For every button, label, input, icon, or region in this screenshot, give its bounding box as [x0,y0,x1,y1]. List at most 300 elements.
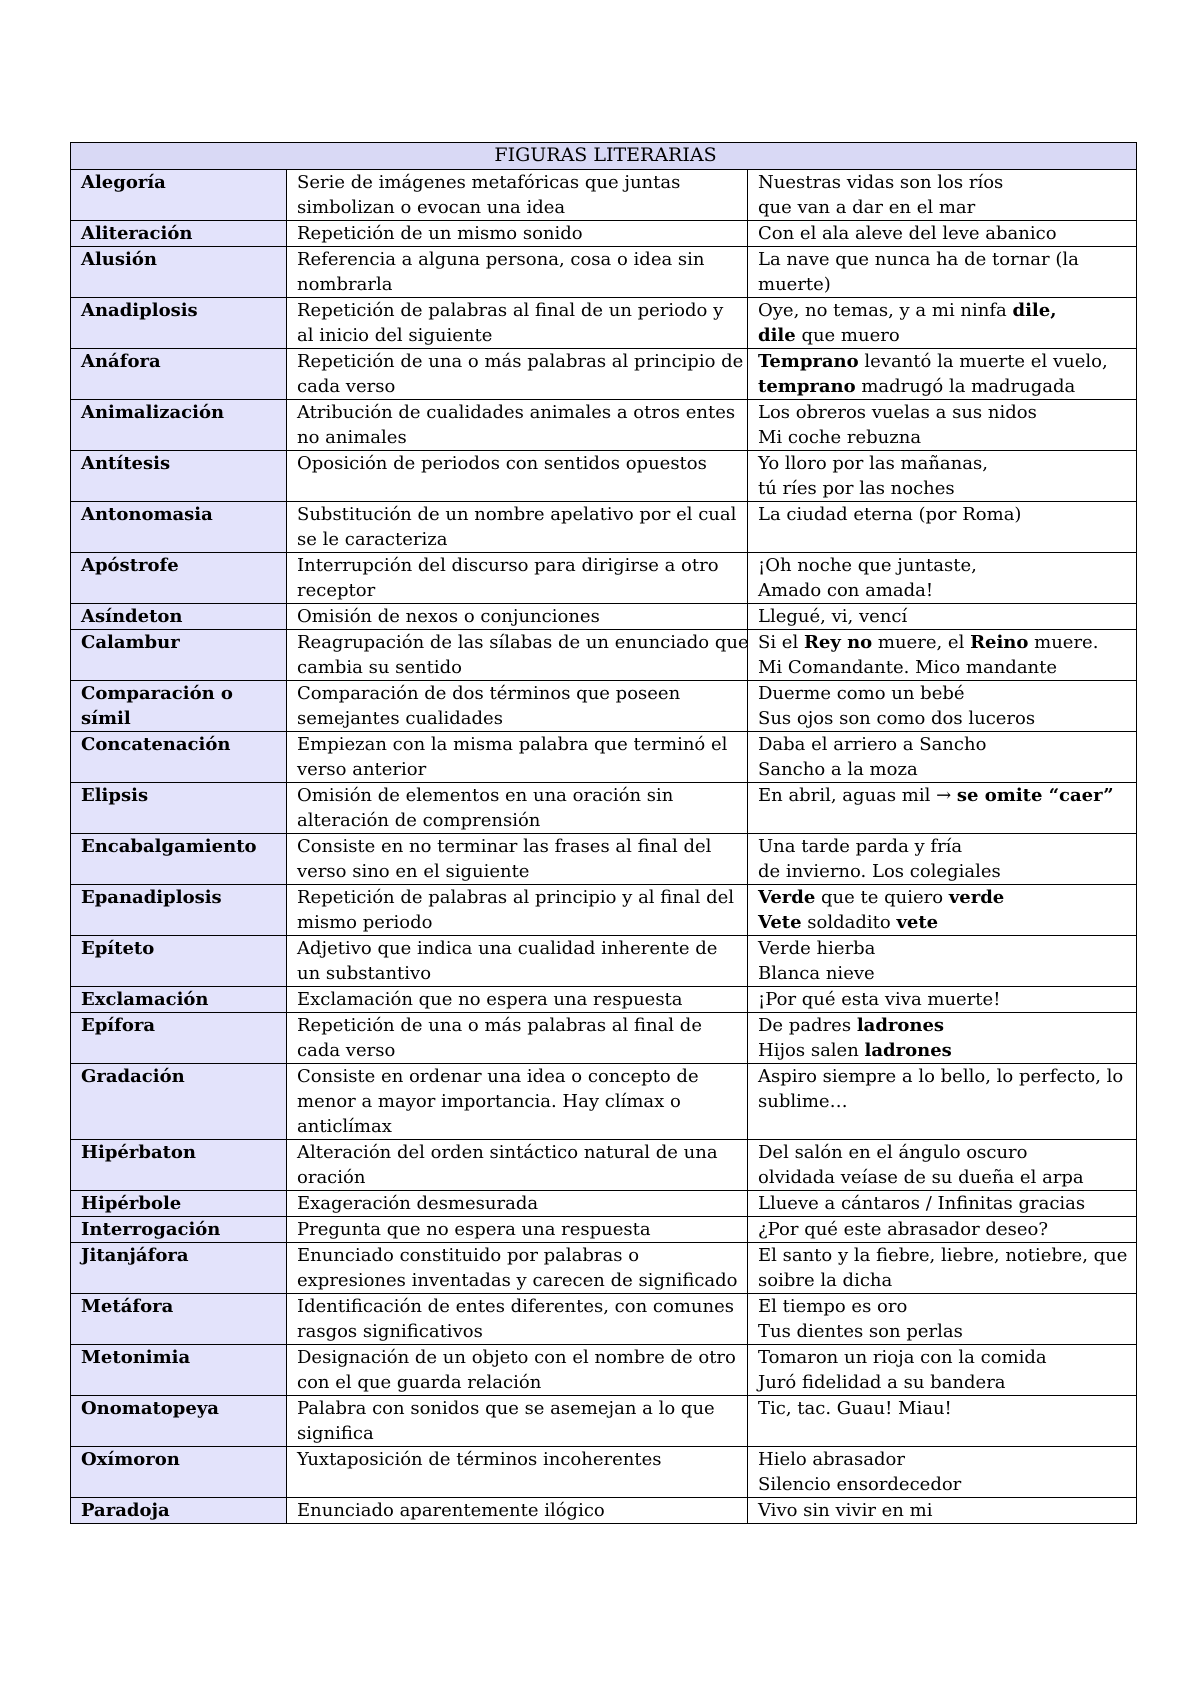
figure-term [71,987,287,1013]
example-line [758,272,1130,297]
table-row [71,298,1137,349]
table-row [71,834,1137,885]
table-row [71,400,1137,451]
table-row [71,221,1137,247]
figure-term [71,298,287,349]
example-text: Una tarde parda y fría [758,836,963,857]
example-text: de invierno. Los colegiales [758,861,1001,882]
example-text: ¡Por qué esta viva muerte! [758,989,1001,1010]
example-emphasis: Vete [758,912,802,933]
example-emphasis: dile [758,325,796,346]
definition-line: Reagrupación de las sílabas de un enunciado que [297,632,749,653]
figure-term-text: Elipsis [81,785,149,806]
example-text: muere, el [872,632,971,653]
figure-example [748,732,1137,783]
example-text: En abril, aguas mil → [758,785,957,806]
example-text: Sus ojos son como dos luceros [758,708,1036,729]
definition-line: Repetición de palabras al principio y al final del [297,887,735,908]
figure-term-text: Epíteto [81,938,155,959]
definition-line: Exageración desmesurada [297,1193,539,1214]
definition-line: Omisión de elementos en una oración sin [297,785,674,806]
figure-term-text: Apóstrofe [81,555,179,576]
figure-term [71,936,287,987]
figure-example [748,298,1137,349]
example-text: Si el [758,632,804,653]
example-line [758,425,1130,450]
example-line [758,1013,1130,1038]
figure-definition [287,1396,748,1447]
example-text: Hielo abrasador [758,1449,905,1470]
definition-line: anticlímax [297,1116,392,1137]
example-text: que muero [795,325,900,346]
example-line [758,961,1130,986]
example-emphasis: Reino [970,632,1029,653]
example-line [758,1243,1130,1268]
example-line [758,1498,1130,1523]
example-text: Mi Comandante. Mico mandante [758,657,1058,678]
definition-line: con el que guarda relación [297,1372,542,1393]
figure-definition [287,1013,748,1064]
example-line [758,1268,1130,1293]
example-text: La nave que nunca ha de tornar (la [758,249,1079,270]
table-row [71,553,1137,604]
example-line [758,987,1130,1012]
example-text: tú ríes por las noches [758,478,955,499]
example-line [758,732,1130,757]
figure-example [748,400,1137,451]
figure-example [748,834,1137,885]
table-body [71,170,1137,1524]
figure-term-text: Concatenación [81,734,231,755]
example-line [758,476,1130,501]
figure-definition [287,221,748,247]
definition-line: Identificación de entes diferentes, con comunes [297,1296,734,1317]
example-text: ¡Oh noche que juntaste, [758,555,977,576]
figure-term-text: Jitanjáfora [81,1245,189,1266]
table-row [71,1498,1137,1524]
figure-term [71,732,287,783]
figure-example [748,1243,1137,1294]
table-title: FIGURAS LITERARIAS [71,143,1137,170]
figure-term [71,1498,287,1524]
figure-term [71,451,287,502]
definition-line: Atribución de cualidades animales a otros entes [297,402,736,423]
example-text: madrugó la madrugada [855,376,1076,397]
table-row [71,1396,1137,1447]
definition-line: mismo periodo [297,912,433,933]
figure-definition [287,1498,748,1524]
example-line [758,859,1130,884]
definition-line: simbolizan o evocan una idea [297,197,566,218]
figure-example [748,221,1137,247]
definition-line: verso sino en el siguiente [297,861,530,882]
figure-term-text: Encabalgamiento [81,836,257,857]
example-text: ¿Por qué este abrasador deseo? [758,1219,1048,1240]
table-row [71,451,1137,502]
table-row [71,936,1137,987]
figure-definition [287,681,748,732]
example-line [758,834,1130,859]
figure-term-text: Anáfora [81,351,161,372]
example-line [758,553,1130,578]
example-text: Juró fidelidad a su bandera [758,1372,1006,1393]
example-text: El tiempo es oro [758,1296,908,1317]
definition-line: Consiste en ordenar una idea o concepto de [297,1066,699,1087]
example-line [758,1472,1130,1497]
definition-line: Enunciado constituido por palabras o [297,1245,640,1266]
figure-term-text: Exclamación [81,989,209,1010]
example-emphasis: verde [948,887,1005,908]
figure-term-text: Epífora [81,1015,156,1036]
example-line [758,936,1130,961]
definition-line: Palabra con sonidos que se asemejan a lo que [297,1398,715,1419]
example-emphasis: vete [896,912,939,933]
example-text: Tic, tac. Guau! Miau! [758,1398,952,1419]
example-line [758,298,1130,323]
figure-definition [287,298,748,349]
example-line [758,502,1130,527]
figure-example [748,502,1137,553]
figure-term [71,1191,287,1217]
example-line [758,221,1130,246]
example-line [758,1319,1130,1344]
figure-term-text: Comparación o [81,683,233,704]
figure-term-text: Metonimia [81,1347,191,1368]
figure-term [71,221,287,247]
table-row [71,783,1137,834]
figure-definition [287,451,748,502]
table-row [71,987,1137,1013]
figure-term [71,1140,287,1191]
figure-definition [287,400,748,451]
example-line [758,910,1130,935]
example-text: Oye, no temas, y a mi ninfa [758,300,1013,321]
example-text: levantó la muerte el vuelo, [858,351,1108,372]
example-text: Llegué, vi, vencí [758,606,908,627]
figure-term-text: Metáfora [81,1296,174,1317]
figure-example [748,170,1137,221]
definition-line: alteración de comprensión [297,810,541,831]
figure-example [748,1064,1137,1140]
definition-line: se le caracteriza [297,529,448,550]
table-row [71,885,1137,936]
example-line [758,349,1130,374]
figure-example [748,604,1137,630]
figure-example [748,630,1137,681]
figure-example [748,553,1137,604]
example-line [758,1140,1130,1165]
example-text: Tomaron un rioja con la comida [758,1347,1047,1368]
literary-figures-table [70,142,1137,1524]
figure-term [71,783,287,834]
example-text: olvidada veíase de su dueña el arpa [758,1167,1084,1188]
figure-term [71,1396,287,1447]
example-line [758,195,1130,220]
example-line [758,374,1130,399]
example-line [758,1370,1130,1395]
figure-term [71,1217,287,1243]
figure-example [748,1217,1137,1243]
example-line [758,1345,1130,1370]
example-text: Yo lloro por las mañanas, [758,453,988,474]
figure-definition [287,834,748,885]
example-line [758,1447,1130,1472]
table-row [71,1447,1137,1498]
table-row [71,1217,1137,1243]
example-emphasis: se omite “caer” [956,785,1114,806]
definition-line: receptor [297,580,376,601]
example-line [758,783,1130,808]
figure-term-text: Oxímoron [81,1449,180,1470]
table-row [71,630,1137,681]
definition-line: Adjetivo que indica una cualidad inherente de [297,938,718,959]
figure-term [71,834,287,885]
figure-term-text: Alusión [81,249,157,270]
example-line [758,1165,1130,1190]
figure-definition [287,783,748,834]
definition-line: Referencia a alguna persona, cosa o idea sin [297,249,705,270]
table-row [71,1345,1137,1396]
definition-line: Alteración del orden sintáctico natural de una [297,1142,718,1163]
definition-line: Omisión de nexos o conjunciones [297,606,600,627]
definition-line: oración [297,1167,366,1188]
figure-example [748,1345,1137,1396]
definition-line: no animales [297,427,407,448]
example-line [758,247,1130,272]
example-line [758,170,1130,195]
figure-term-text: Asíndeton [81,606,183,627]
example-text: Tus dientes son perlas [758,1321,963,1342]
example-text: soibre la dicha [758,1270,893,1291]
example-text: De padres [758,1015,857,1036]
figure-example [748,987,1137,1013]
table-row [71,1013,1137,1064]
example-line [758,655,1130,680]
table-row [71,604,1137,630]
figure-example [748,451,1137,502]
example-text: soldadito [801,912,897,933]
figure-term-text: Hipérbaton [81,1142,197,1163]
example-line [758,757,1130,782]
table-row [71,1243,1137,1294]
figure-example [748,349,1137,400]
example-emphasis: dile, [1012,300,1057,321]
figure-term-text: Interrogación [81,1219,221,1240]
figure-term-text: Hipérbole [81,1193,182,1214]
figure-definition [287,1064,748,1140]
figure-term [71,681,287,732]
figure-term [71,349,287,400]
figure-definition [287,1243,748,1294]
definition-line: Comparación de dos términos que poseen [297,683,681,704]
figure-term-text: Onomatopeya [81,1398,219,1419]
figure-example [748,1191,1137,1217]
example-text: Silencio ensordecedor [758,1474,962,1495]
example-text: sublime… [758,1091,848,1112]
figure-example [748,681,1137,732]
definition-line: Designación de un objeto con el nombre de otro [297,1347,736,1368]
definition-line: Interrupción del discurso para dirigirse a otro [297,555,719,576]
table-row [71,732,1137,783]
example-line [758,1064,1130,1089]
table-row [71,349,1137,400]
figure-term [71,885,287,936]
figure-definition [287,604,748,630]
definition-line: Enunciado aparentemente ilógico [297,1500,605,1521]
example-text: Hijos salen [758,1040,865,1061]
figure-example [748,885,1137,936]
table-row [71,681,1137,732]
example-text: Amado con amada! [758,580,934,601]
example-emphasis: Temprano [758,351,859,372]
example-text: Nuestras vidas son los ríos [758,172,1004,193]
figure-definition [287,630,748,681]
definition-line: Substitución de un nombre apelativo por el cual [297,504,737,525]
figure-term-text: Calambur [81,632,180,653]
figure-term [71,553,287,604]
figure-term-text: Animalización [81,402,225,423]
figure-definition [287,247,748,298]
example-line [758,604,1130,629]
figure-definition [287,170,748,221]
figure-example [748,1498,1137,1524]
example-text: Mi coche rebuzna [758,427,922,448]
example-line [758,630,1130,655]
example-line [758,1089,1130,1114]
figure-definition [287,1447,748,1498]
figure-term [71,1243,287,1294]
figure-term [71,1294,287,1345]
definition-line: Repetición de un mismo sonido [297,223,583,244]
figure-definition [287,732,748,783]
example-text: Verde hierba [758,938,876,959]
definition-line: al inicio del siguiente [297,325,493,346]
example-line [758,451,1130,476]
figure-example [748,936,1137,987]
example-text: El santo y la fiebre, liebre, notiebre, que [758,1245,1128,1266]
definition-line [297,476,741,501]
table-row [71,1064,1137,1140]
example-text: Con el ala aleve del leve abanico [758,223,1057,244]
figure-term [71,1447,287,1498]
figure-term-text: Antonomasia [81,504,213,525]
figure-term-text: Antítesis [81,453,171,474]
example-emphasis: Rey no [803,632,873,653]
figure-term [71,1345,287,1396]
figure-example [748,1396,1137,1447]
table-row [71,170,1137,221]
figure-term-text: Paradoja [81,1500,170,1521]
example-text: muere. [1028,632,1099,653]
definition-line: Pregunta que no espera una respuesta [297,1219,651,1240]
example-text: Llueve a cántaros / Infinitas gracias [758,1193,1086,1214]
table-row [71,247,1137,298]
figure-example [748,247,1137,298]
table-row [71,1191,1137,1217]
example-line [758,1191,1130,1216]
definition-line: semejantes cualidades [297,708,503,729]
table-row [71,1140,1137,1191]
figure-example [748,1294,1137,1345]
example-text: que van a dar en el mar [758,197,976,218]
example-text: Blanca nieve [758,963,875,984]
figure-term [71,1013,287,1064]
example-line [758,1217,1130,1242]
figure-definition [287,1217,748,1243]
definition-line: cambia su sentido [297,657,462,678]
definition-line: Serie de imágenes metafóricas que juntas [297,172,681,193]
definition-line: un substantivo [297,963,432,984]
definition-line: Yuxtaposición de términos incoherentes [297,1449,662,1470]
definition-line: Oposición de periodos con sentidos opuestos [297,453,707,474]
figure-definition [287,1345,748,1396]
figure-definition [287,553,748,604]
table-row [71,1294,1137,1345]
figure-term-text: Gradación [81,1066,185,1087]
example-line [758,1396,1130,1421]
definition-line [297,1472,741,1497]
definition-line: significa [297,1423,374,1444]
definition-line: Consiste en no terminar las frases al final del [297,836,712,857]
example-line [758,706,1130,731]
figure-definition [287,936,748,987]
definition-line: rasgos significativos [297,1321,483,1342]
figure-definition [287,349,748,400]
example-text: Aspiro siempre a lo bello, lo perfecto, lo [758,1066,1124,1087]
definition-line: Repetición de palabras al final de un periodo y [297,300,724,321]
figure-term-text: Alegoría [81,172,166,193]
figure-term-text: Epanadiplosis [81,887,222,908]
figure-term [71,502,287,553]
definition-line: Exclamación que no espera una respuesta [297,989,683,1010]
figure-definition [287,885,748,936]
figure-example [748,1013,1137,1064]
figure-term [71,604,287,630]
example-text: Duerme como un bebé [758,683,965,704]
definition-line: nombrarla [297,274,393,295]
figure-term-text: Aliteración [81,223,193,244]
figure-term [71,630,287,681]
figure-term-text: Anadiplosis [81,300,198,321]
figure-term [71,1064,287,1140]
figure-definition [287,987,748,1013]
table-title-row [71,143,1137,170]
example-text: La ciudad eterna (por Roma) [758,504,1022,525]
definition-line: cada verso [297,1040,396,1061]
figure-term [71,400,287,451]
definition-line: expresiones inventadas y carecen de significado [297,1270,738,1291]
example-text: Daba el arriero a Sancho [758,734,987,755]
example-line [758,1038,1130,1063]
definition-line: Empiezan con la misma palabra que terminó el [297,734,728,755]
figure-example [748,1447,1137,1498]
table-row [71,502,1137,553]
definition-line: Repetición de una o más palabras al final de [297,1015,702,1036]
example-emphasis: ladrones [864,1040,952,1061]
example-emphasis: temprano [758,376,856,397]
example-emphasis: Verde [758,887,816,908]
example-text: Del salón en el ángulo oscuro [758,1142,1028,1163]
example-text: que te quiero [815,887,949,908]
figure-definition [287,1140,748,1191]
example-text: Vivo sin vivir en mi [758,1500,933,1521]
figure-definition [287,1191,748,1217]
definition-line: cada verso [297,376,396,397]
definition-line: menor a mayor importancia. Hay clímax o [297,1091,681,1112]
definition-line: Repetición de una o más palabras al principio de [297,351,744,372]
example-line [758,1294,1130,1319]
example-emphasis: ladrones [856,1015,945,1036]
